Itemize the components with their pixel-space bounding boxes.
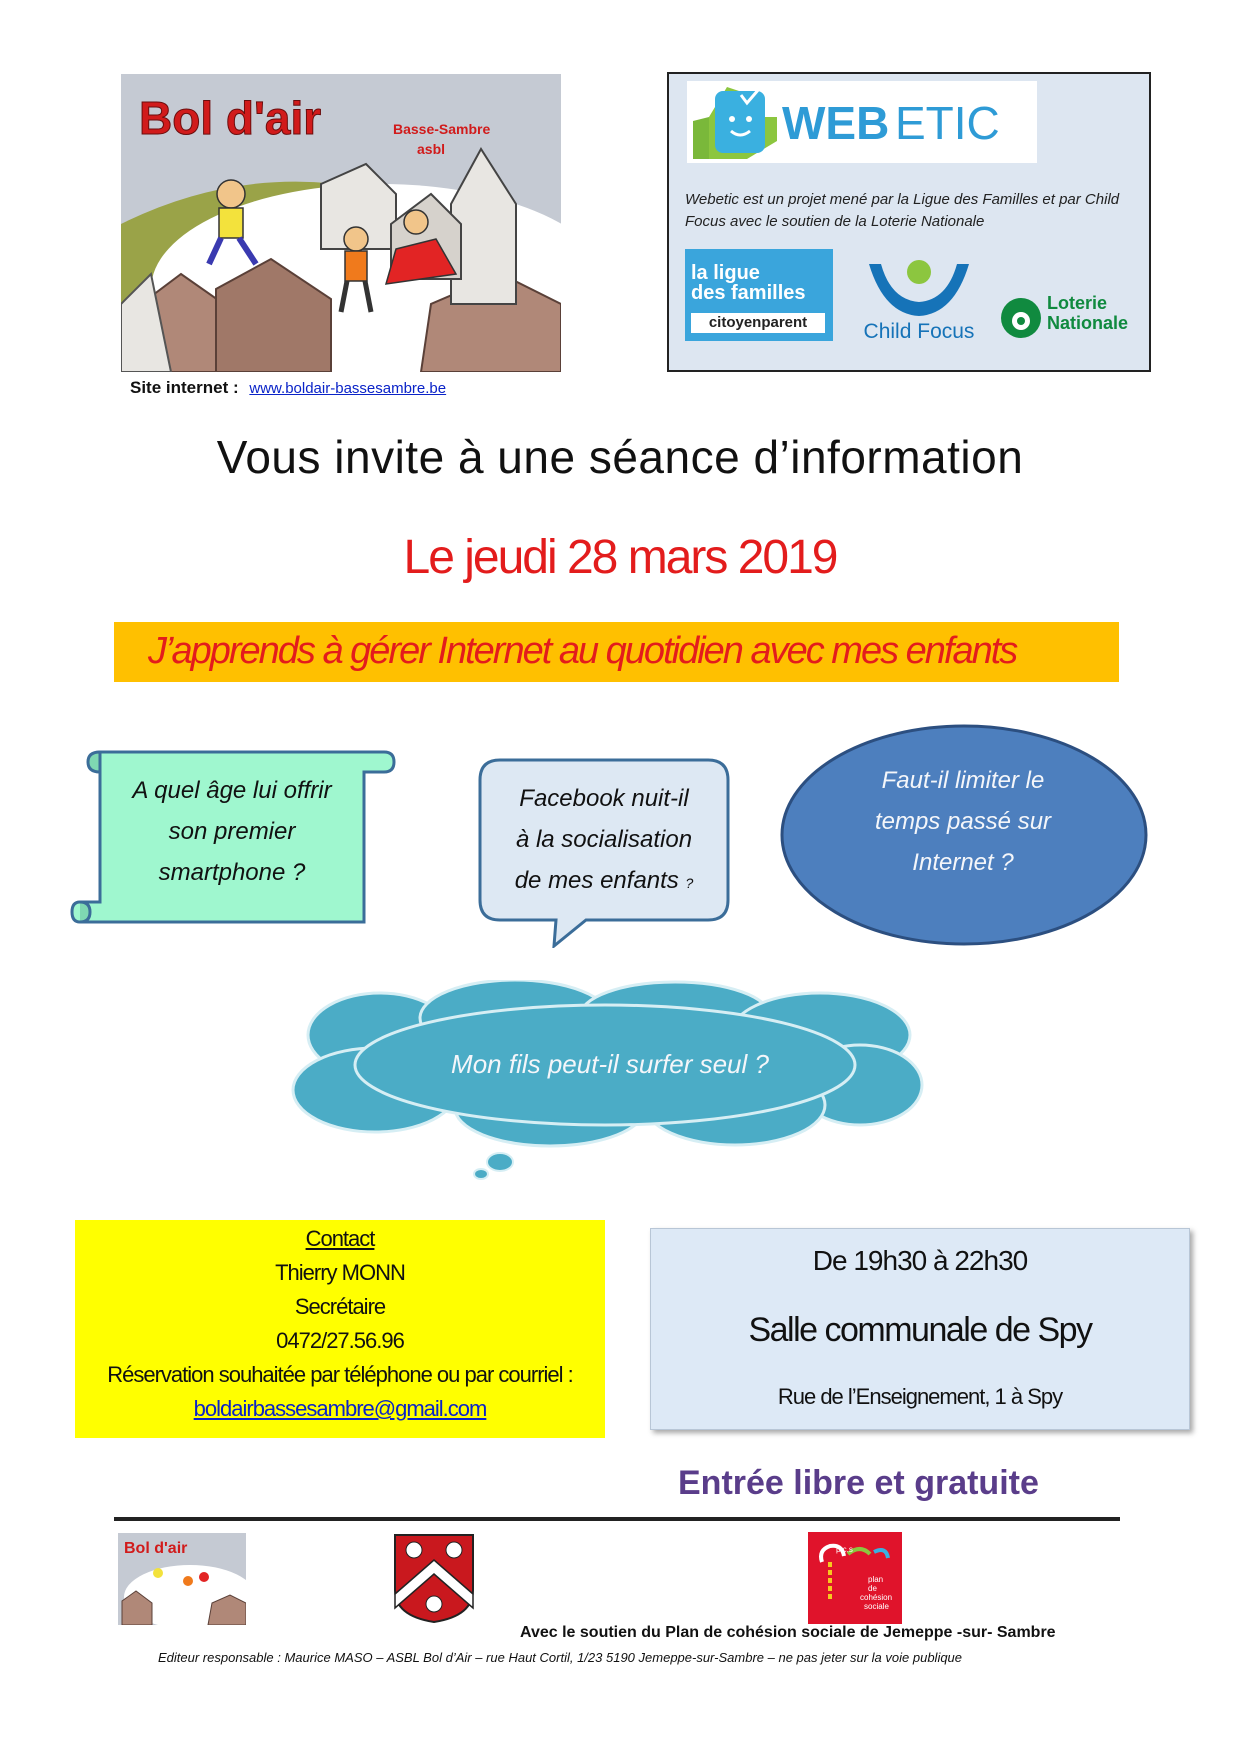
pcs-line2: de [868, 1584, 877, 1593]
q1-line3: smartphone ? [158, 859, 306, 886]
pcs-line4: sociale [864, 1602, 889, 1611]
contact-email-link[interactable]: boldairbassesambre@gmail.com [193, 1396, 487, 1421]
footer-boldair-title: Bol d'air [124, 1540, 188, 1557]
footer-boldair-logo [118, 1533, 246, 1625]
webetic-logo-web: WEB [782, 97, 890, 149]
childfocus-logo [849, 254, 989, 349]
boldair-logo [121, 74, 561, 372]
q2-line2: à la socialisation [515, 826, 693, 853]
boldair-logo-title: Bol d'air [139, 92, 322, 144]
webetic-description: Webetic est un projet mené par la Ligue des Familles et par Child Focus avec le soutien de la Loterie Nationale [685, 191, 1120, 230]
footer-divider [114, 1517, 1120, 1521]
childfocus-text: Child Focus [863, 320, 975, 343]
pcs-line1: plan [868, 1575, 884, 1584]
pcs-logo-mark: p.c.s [836, 1545, 853, 1554]
question-bubble [476, 758, 732, 948]
venue-box [650, 1228, 1190, 1430]
q2-line1: Facebook nuit-il [519, 785, 689, 812]
childfocus-icon [849, 254, 989, 324]
venue-address: Rue de l’Enseignement, 1 à Spy [777, 1384, 1063, 1409]
site-url-link[interactable]: www.boldair-bassesambre.be [249, 380, 447, 397]
loterie-line2: Nationale [1047, 313, 1129, 333]
contact-heading: Contact [305, 1226, 375, 1251]
question-cloud [285, 980, 935, 1180]
site-label: Site internet : [130, 378, 239, 397]
contact-reservation: Réservation souhaitée par téléphone ou par courriel : [107, 1362, 573, 1387]
contact-name: Thierry MONN [275, 1260, 405, 1285]
ligue-line3: citoyenparent [691, 313, 825, 333]
ligue-line2: des familles [691, 282, 806, 304]
webetic-logo-etic: ETIC [895, 97, 1000, 149]
ligue-des-familles-logo [685, 249, 833, 341]
loterie-line1: Loterie [1047, 293, 1108, 313]
question-scroll [68, 742, 398, 932]
loterie-nationale-logo [999, 289, 1139, 349]
venue-place: Salle communale de Spy [748, 1311, 1092, 1349]
contact-box [75, 1220, 605, 1438]
pcs-logo [808, 1532, 902, 1624]
q2-line3: de mes enfants [514, 867, 679, 894]
soutien-text: Avec le soutien du Plan de cohésion sociale de Jemeppe -sur- Sambre [520, 1624, 1056, 1641]
boldair-logo-subtitle2: asbl [417, 141, 446, 157]
topic-banner [114, 622, 1119, 682]
contact-phone: 0472/27.56.96 [276, 1328, 404, 1353]
question-ellipse [778, 722, 1150, 948]
q4-text: Mon fils peut-il surfer seul ? [451, 1049, 769, 1079]
q3-line2: temps passé sur [874, 808, 1052, 835]
pcs-line3: cohésion [860, 1593, 893, 1602]
event-date: Le jeudi 28 mars 2019 [403, 531, 837, 584]
site-line [130, 378, 446, 398]
boldair-logo-subtitle: Basse-Sambre [393, 121, 491, 137]
q3-line3: Internet ? [912, 849, 1014, 876]
loterie-icon [999, 293, 1043, 343]
contact-role: Secrétaire [294, 1294, 386, 1319]
q2-mark: ? [685, 875, 694, 891]
entree-libre: Entrée libre et gratuite [678, 1464, 1039, 1502]
webetic-logo [687, 81, 1037, 163]
invite-heading: Vous invite à une séance d’information [216, 431, 1024, 483]
q3-line1: Faut-il limiter le [881, 767, 1045, 794]
editeur-text: Editeur responsable : Maurice MASO – ASBL Bol d’Air – rue Haut Cortil, 1/23 5190 Jemeppe-sur-Sambre – ne pas jeter sur la voie publique [158, 1650, 963, 1665]
venue-time: De 19h30 à 22h30 [812, 1245, 1028, 1276]
ligue-line1: la ligue [691, 262, 760, 284]
topic-banner-text: J’apprends à gérer Internet au quotidien avec mes enfants [148, 630, 1017, 672]
q1-line1: A quel âge lui offrir [132, 777, 332, 804]
commune-crest [392, 1532, 476, 1624]
q1-line2: son premier [168, 818, 296, 845]
webetic-box [667, 72, 1151, 372]
